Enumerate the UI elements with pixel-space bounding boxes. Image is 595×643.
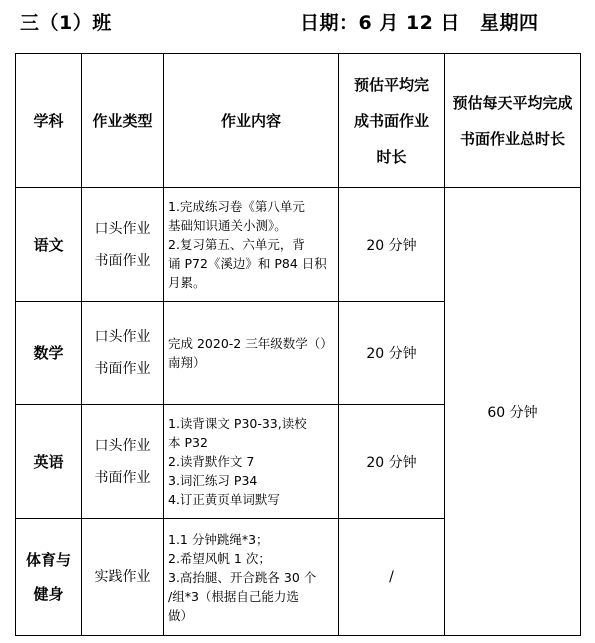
date-line xyxy=(300,8,539,35)
subject-cell: 英语 xyxy=(16,405,82,519)
duration-cell: 20 分钟 xyxy=(339,405,445,519)
content-cell: 1.完成练习卷《第八单元 基础知识通关小测》。 2.复习第五、六单元，背 诵 P72《溪边》和 P84 日积 月累。 xyxy=(164,188,339,302)
col-type: 作业类型 xyxy=(82,54,164,188)
duration-cell: 20 分钟 xyxy=(339,302,445,405)
total-time-cell: 60 分钟 xyxy=(445,188,581,636)
content-cell: 完成 2020-2 三年级数学（） 南翔） xyxy=(164,302,339,405)
type-cell: 口头作业 书面作业 xyxy=(82,302,164,405)
header-row xyxy=(16,54,581,188)
content-cell: 1.1 分钟跳绳*3； 2.希望风帆 1 次； 3.高抬腿、开合跳各 30 个 /组*3（根据自己能力选 做） xyxy=(164,519,339,636)
type-cell: 实践作业 xyxy=(82,519,164,636)
content-cell: 1.读背课文 P30-33,读校 本 P32 2.读背默作文 7 3.词汇练习 P34 4.订正黄页单词默写 xyxy=(164,405,339,519)
subject-cell: 语文 xyxy=(16,188,82,302)
type-cell: 口头作业 书面作业 xyxy=(82,188,164,302)
weekday-label: 星期四 xyxy=(480,12,539,34)
class-title: 三（1）班 xyxy=(20,12,112,34)
col-avg-time: 预估平均完 成书面作业 时长 xyxy=(339,54,445,188)
col-content: 作业内容 xyxy=(164,54,339,188)
table-row xyxy=(16,188,581,302)
duration-cell: 20 分钟 xyxy=(339,188,445,302)
col-daily-total: 预估每天平均完成 书面作业总时长 xyxy=(445,54,581,188)
date-label: 日期：6 月 12 日 xyxy=(300,12,461,34)
subject-cell: 数学 xyxy=(16,302,82,405)
type-cell: 口头作业 书面作业 xyxy=(82,405,164,519)
col-subject: 学科 xyxy=(16,54,82,188)
homework-table xyxy=(15,53,581,636)
duration-cell: / xyxy=(339,519,445,636)
subject-cell: 体育与 健身 xyxy=(16,519,82,636)
